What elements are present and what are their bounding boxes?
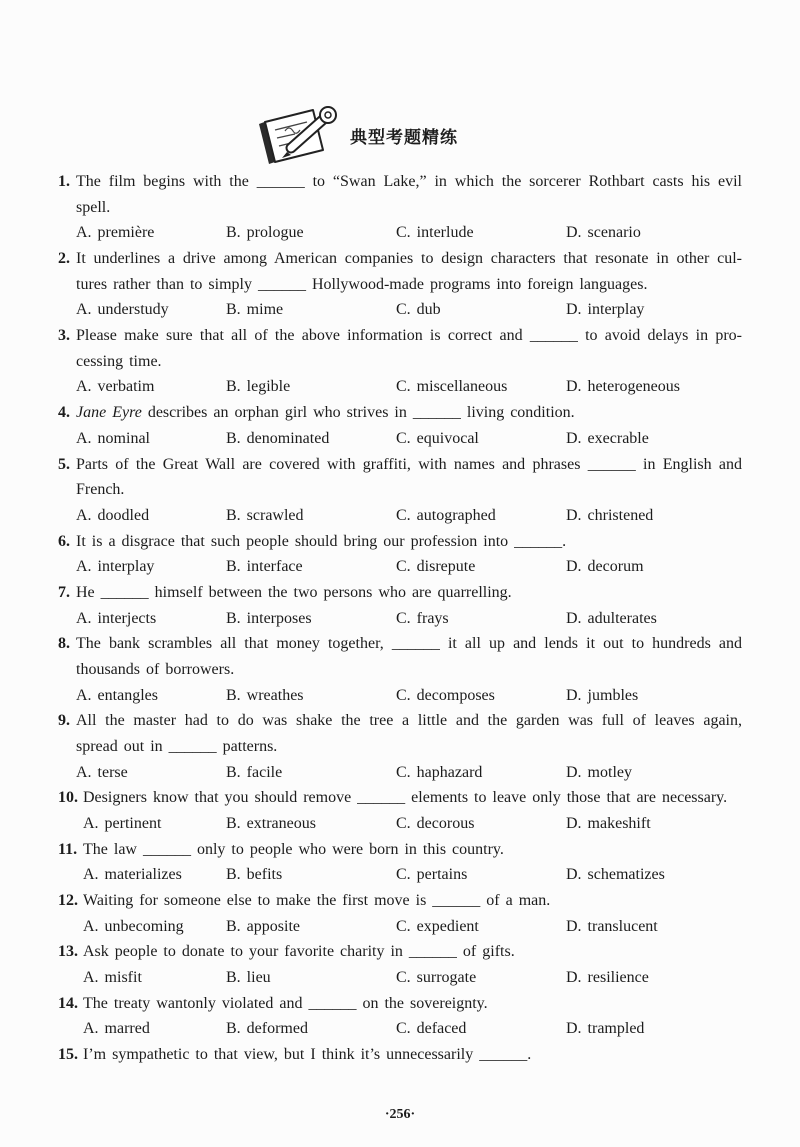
- question-text-segment: describes an orphan girl who strives in ______ living condition.: [147, 404, 575, 422]
- option-b: B. wreathes: [226, 686, 304, 704]
- question-text-line: spell.: [76, 198, 111, 216]
- question-13: [58, 939, 742, 990]
- answer-options: [58, 606, 742, 632]
- answer-options: [58, 220, 742, 246]
- question-text-line: Designers know that you should remove ______ elements to leave only those that are necessary.: [83, 789, 728, 807]
- answer-options: [58, 1016, 742, 1042]
- question-number: 2.: [58, 250, 70, 268]
- question-text-line: thousands of borrowers.: [76, 660, 235, 678]
- question-text: [76, 246, 742, 297]
- option-b: B. apposite: [226, 917, 300, 935]
- option-d: D. execrable: [566, 429, 649, 447]
- question-number: 13.: [58, 943, 78, 961]
- option-d: D. heterogeneous: [566, 378, 680, 396]
- section-title: 典型考题精练: [350, 128, 458, 148]
- option-a: A. materializes: [83, 866, 182, 884]
- question-number: 4.: [58, 404, 70, 422]
- question-text-line: He ______ himself between the two persons who are quarrelling.: [76, 583, 512, 601]
- option-d: D. adulterates: [566, 609, 657, 627]
- question-text: [76, 580, 742, 606]
- option-b: B. interface: [226, 558, 303, 576]
- answer-options: [58, 914, 742, 940]
- option-c: C. disrepute: [396, 558, 476, 576]
- option-c: C. autographed: [396, 506, 496, 524]
- option-d: D. decorum: [566, 558, 644, 576]
- question-stem: [58, 1042, 742, 1068]
- option-d: D. trampled: [566, 1020, 645, 1038]
- option-c: C. miscellaneous: [396, 378, 508, 396]
- answer-options: [58, 503, 742, 529]
- question-text: [76, 708, 742, 759]
- question-text-line: I’m sympathetic to that view, but I think it’s unnecessarily ______.: [83, 1046, 532, 1064]
- question-text: [83, 888, 742, 914]
- question-text-line: The treaty wantonly violated and ______ on the sovereignty.: [83, 994, 488, 1012]
- question-text-line: The bank scrambles all that money together, ______ it all up and lends it out to hundreds and: [76, 635, 742, 653]
- option-b: B. deformed: [226, 1020, 308, 1038]
- question-number: 10.: [58, 789, 78, 807]
- answer-options: [58, 554, 742, 580]
- question-stem: [58, 529, 742, 555]
- question-stem: [58, 708, 742, 759]
- question-text: [76, 452, 742, 503]
- option-c: C. decorous: [396, 815, 475, 833]
- option-d: D. schematizes: [566, 866, 665, 884]
- question-number: 7.: [58, 583, 70, 601]
- question-text-line: Ask people to donate to your favorite charity in ______ of gifts.: [83, 943, 515, 961]
- option-d: D. interplay: [566, 301, 645, 319]
- option-a: A. unbecoming: [83, 917, 184, 935]
- question-text-line: The film begins with the ______ to “Swan Lake,” in which the sorcerer Rothbart casts his evil: [76, 173, 742, 190]
- option-b: B. scrawled: [226, 506, 304, 524]
- question-4: [58, 400, 742, 451]
- option-d: D. christened: [566, 506, 654, 524]
- option-a: A. première: [76, 224, 155, 242]
- option-a: A. marred: [83, 1020, 150, 1038]
- question-number: 1.: [58, 173, 70, 190]
- option-b: B. prologue: [226, 224, 304, 242]
- question-number: 5.: [58, 455, 70, 473]
- question-text-line: Parts of the Great Wall are covered with graffiti, with names and phrases ______ in English and: [76, 455, 742, 473]
- option-b: B. denominated: [226, 429, 330, 447]
- question-8: [58, 631, 742, 708]
- option-b: B. interposes: [226, 609, 312, 627]
- option-a: A. understudy: [76, 301, 169, 319]
- question-number: 8.: [58, 635, 70, 653]
- answer-options: [58, 683, 742, 709]
- question-text: [76, 631, 742, 682]
- page-number: ·256·: [384, 1107, 416, 1122]
- answer-options: [58, 862, 742, 888]
- question-text: [76, 529, 742, 555]
- question-number: 6.: [58, 532, 70, 550]
- question-stem: [58, 580, 742, 606]
- question-number: 3.: [58, 327, 70, 345]
- question-number: 14.: [58, 994, 78, 1012]
- option-d: D. motley: [566, 763, 632, 781]
- question-3: [58, 323, 742, 400]
- option-b: B. befits: [226, 866, 283, 884]
- question-text: [76, 400, 742, 426]
- question-text: [83, 1042, 742, 1068]
- question-stem: [58, 452, 742, 503]
- question-stem: [58, 888, 742, 914]
- question-text-line: It is a disgrace that such people should bring our profession into ______.: [76, 532, 567, 550]
- question-text-line: spread out in ______ patterns.: [76, 738, 278, 755]
- question-stem: [58, 323, 742, 374]
- answer-options: [58, 811, 742, 837]
- option-a: A. terse: [76, 763, 128, 781]
- option-b: B. facile: [226, 763, 283, 781]
- option-c: C. dub: [396, 301, 441, 319]
- question-11: [58, 837, 742, 888]
- question-text-line: French.: [76, 481, 125, 499]
- question-2: [58, 246, 742, 323]
- option-b: B. mime: [226, 301, 284, 319]
- question-list: [58, 169, 742, 1068]
- question-text: [83, 837, 742, 863]
- question-stem: [58, 785, 742, 811]
- question-text-line: [76, 400, 742, 426]
- answer-options: [58, 426, 742, 452]
- question-6: [58, 529, 742, 580]
- option-a: A. entangles: [76, 686, 158, 704]
- question-number: 15.: [58, 1046, 78, 1064]
- question-text: [83, 991, 742, 1017]
- option-a: A. interplay: [76, 558, 155, 576]
- question-number: 9.: [58, 712, 70, 730]
- question-text-line: The law ______ only to people who were born in this country.: [83, 840, 504, 858]
- question-7: [58, 580, 742, 631]
- option-d: D. jumbles: [566, 686, 639, 704]
- option-a: A. pertinent: [83, 815, 162, 833]
- option-b: B. lieu: [226, 969, 271, 987]
- answer-options: [58, 297, 742, 323]
- option-a: A. misfit: [83, 969, 142, 987]
- book-title: Jane Eyre: [76, 404, 142, 422]
- question-number: 12.: [58, 892, 78, 910]
- question-text-line: All the master had to do was shake the tree a little and the garden was full of leaves again,: [76, 712, 742, 730]
- question-10: [58, 785, 742, 836]
- option-a: A. doodled: [76, 506, 150, 524]
- question-text: [83, 785, 742, 811]
- answer-options: [58, 965, 742, 991]
- question-stem: [58, 400, 742, 426]
- answer-options: [58, 374, 742, 400]
- question-stem: [58, 939, 742, 965]
- option-d: D. scenario: [566, 224, 641, 242]
- question-stem: [58, 169, 742, 220]
- question-text-line: It underlines a drive among American companies to design characters that resonate in other cul-: [76, 250, 742, 268]
- question-text-line: tures rather than to simply ______ Hollywood-made programs into foreign languages.: [76, 275, 648, 293]
- option-a: A. interjects: [76, 609, 157, 627]
- question-12: [58, 888, 742, 939]
- question-stem: [58, 631, 742, 682]
- option-b: B. extraneous: [226, 815, 316, 833]
- option-c: C. frays: [396, 609, 449, 627]
- option-c: C. expedient: [396, 917, 479, 935]
- option-c: C. equivocal: [396, 429, 479, 447]
- question-text-line: cessing time.: [76, 352, 162, 370]
- option-c: C. decomposes: [396, 686, 495, 704]
- question-stem: [58, 991, 742, 1017]
- option-b: B. legible: [226, 378, 291, 396]
- option-d: D. makeshift: [566, 815, 651, 833]
- option-a: A. nominal: [76, 429, 150, 447]
- question-text-line: Waiting for someone else to make the first move is ______ of a man.: [83, 892, 551, 910]
- question-text: [83, 939, 742, 965]
- option-c: C. defaced: [396, 1020, 467, 1038]
- option-c: C. pertains: [396, 866, 468, 884]
- question-stem: [58, 246, 742, 297]
- option-c: C. interlude: [396, 224, 474, 242]
- option-c: C. surrogate: [396, 969, 477, 987]
- option-a: A. verbatim: [76, 378, 155, 396]
- notepad-pencil-icon: [255, 100, 340, 170]
- question-text-line: Please make sure that all of the above information is correct and ______ to avoid delays in pro-: [76, 327, 742, 345]
- question-5: [58, 452, 742, 529]
- question-stem: [58, 837, 742, 863]
- question-15: [58, 1042, 742, 1068]
- question-text: [76, 169, 742, 220]
- answer-options: [58, 760, 742, 786]
- question-14: [58, 991, 742, 1042]
- option-d: D. resilience: [566, 969, 649, 987]
- question-number: 11.: [58, 840, 78, 858]
- option-d: D. translucent: [566, 917, 658, 935]
- option-c: C. haphazard: [396, 763, 483, 781]
- question-text: [76, 323, 742, 374]
- question-1: [58, 169, 742, 246]
- question-9: [58, 708, 742, 785]
